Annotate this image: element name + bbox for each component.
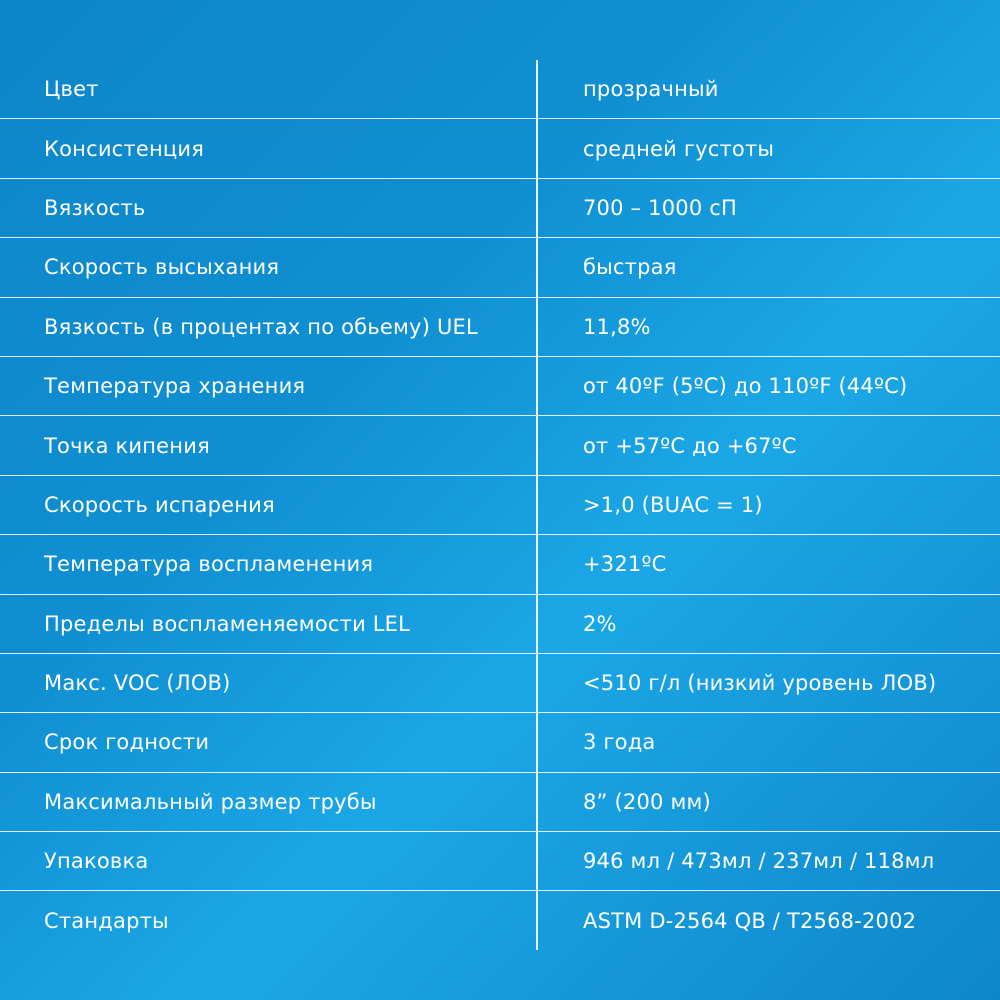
- spec-row-color: [0, 60, 1000, 119]
- spec-value: быстрая: [583, 255, 677, 280]
- spec-name: Вязкость (в процентах по обьему) UEL: [44, 314, 478, 339]
- spec-table: [0, 60, 1000, 951]
- spec-row-storage-temperature: [0, 357, 1000, 416]
- spec-name: Скорость испарения: [44, 492, 275, 517]
- spec-row-boiling-point: [0, 416, 1000, 475]
- spec-name: Срок годности: [44, 730, 210, 755]
- spec-name: Температура хранения: [44, 374, 306, 399]
- spec-name: Макс. VOC (ЛОВ): [44, 671, 231, 696]
- spec-row-evaporation-rate: [0, 476, 1000, 535]
- spec-name: Скорость высыхания: [44, 255, 280, 280]
- spec-value: 946 мл / 473мл / 237мл / 118мл: [583, 849, 935, 874]
- spec-value: 2%: [583, 611, 617, 636]
- spec-value: +321ºC: [583, 552, 667, 577]
- spec-name: Точка кипения: [44, 433, 210, 458]
- spec-value: 11,8%: [583, 314, 651, 339]
- spec-row-shelf-life: [0, 713, 1000, 772]
- spec-value: от 40ºF (5ºC) до 110ºF (44ºC): [583, 374, 908, 399]
- spec-name: Консистенция: [44, 136, 205, 161]
- spec-name: Температура воспламенения: [44, 552, 374, 577]
- column-divider: [536, 60, 538, 950]
- spec-value: от +57ºC до +67ºC: [583, 433, 797, 458]
- spec-name: Пределы воспламеняемости LEL: [44, 611, 411, 636]
- spec-value: 8” (200 мм): [583, 789, 711, 814]
- spec-row-viscosity: [0, 179, 1000, 238]
- spec-row-ignition-temperature: [0, 535, 1000, 594]
- spec-row-max-pipe-size: [0, 773, 1000, 832]
- spec-name: Упаковка: [44, 849, 149, 874]
- spec-row-max-voc: [0, 654, 1000, 713]
- spec-value: средней густоты: [583, 136, 775, 161]
- spec-value: прозрачный: [583, 77, 719, 102]
- spec-value: 700 – 1000 сП: [583, 195, 737, 220]
- spec-row-packaging: [0, 832, 1000, 891]
- spec-name: Максимальный размер трубы: [44, 789, 377, 814]
- spec-name: Стандарты: [44, 909, 169, 934]
- spec-value: ASTM D-2564 QB / T2568-2002: [583, 909, 917, 934]
- spec-name: Вязкость: [44, 195, 146, 220]
- spec-value: 3 года: [583, 730, 656, 755]
- spec-row-lel: [0, 595, 1000, 654]
- spec-value: >1,0 (BUAC = 1): [583, 492, 763, 517]
- spec-name: Цвет: [44, 77, 99, 102]
- spec-row-standards: [0, 891, 1000, 950]
- spec-row-consistency: [0, 119, 1000, 178]
- spec-row-drying-speed: [0, 238, 1000, 297]
- spec-row-uel: [0, 298, 1000, 357]
- spec-value: <510 г/л (низкий уровень ЛОВ): [583, 671, 937, 696]
